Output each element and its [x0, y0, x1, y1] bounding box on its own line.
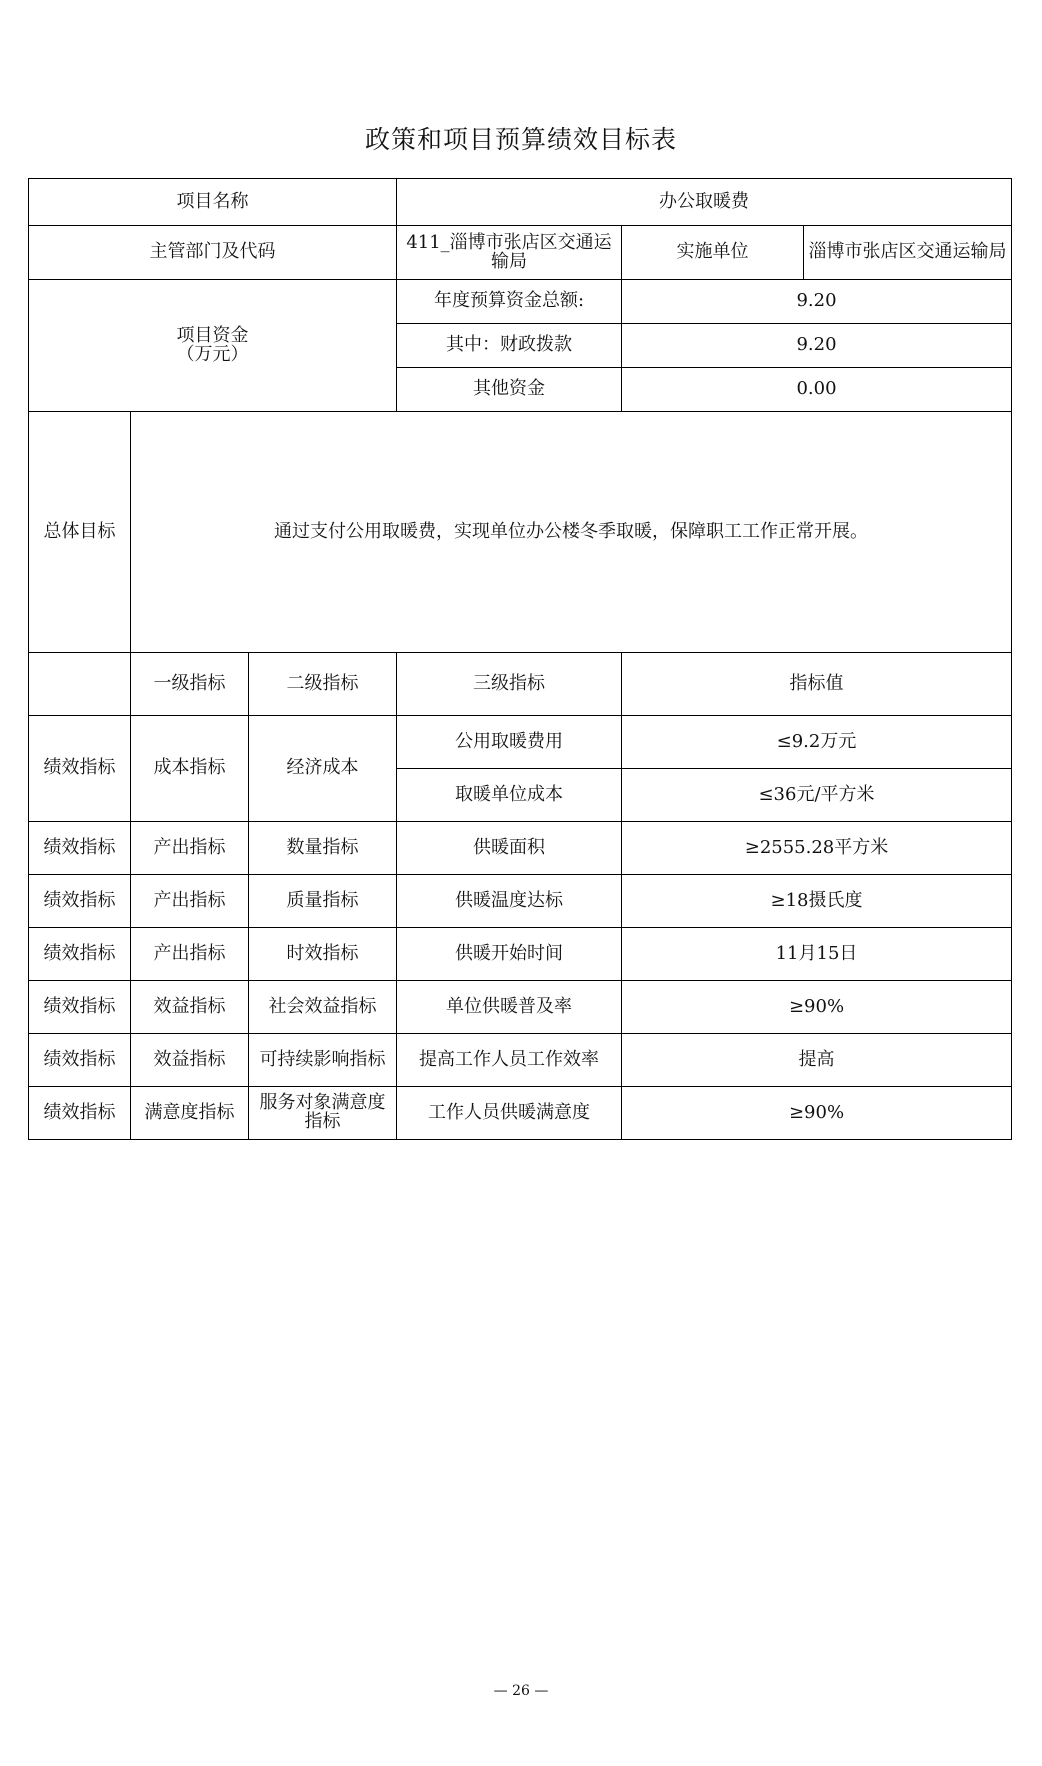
indicator-value: 11月15日	[622, 928, 1012, 981]
indicator-header-blank	[29, 653, 131, 716]
page-title: 政策和项目预算绩效目标表	[364, 125, 677, 154]
header-level1: 一级指标	[131, 653, 249, 716]
indicator-level3: 提高工作人员工作效率	[397, 1034, 622, 1087]
indicator-category: 绩效指标	[29, 928, 131, 981]
table-row	[29, 716, 1012, 769]
implementing-unit-value: 淄博市张店区交通运输局	[804, 226, 1012, 280]
indicator-level1: 成本指标	[131, 716, 249, 822]
indicator-level3: 单位供暖普及率	[397, 981, 622, 1034]
table-row	[29, 928, 1012, 981]
page-number: — 26 —	[493, 1683, 549, 1699]
header-value: 指标值	[622, 653, 1012, 716]
indicator-category: 绩效指标	[29, 1034, 131, 1087]
fiscal-allocation-value: 9.20	[622, 324, 1012, 368]
department-value: 411_淄博市张店区交通运输局	[397, 226, 622, 280]
indicator-level1: 效益指标	[131, 1034, 249, 1087]
indicator-level2: 可持续影响指标	[249, 1034, 397, 1087]
indicator-value: ≥90%	[622, 981, 1012, 1034]
indicator-level2: 社会效益指标	[249, 981, 397, 1034]
indicator-level1: 效益指标	[131, 981, 249, 1034]
indicator-category: 绩效指标	[29, 822, 131, 875]
implementing-unit-label: 实施单位	[622, 226, 804, 280]
indicator-category: 绩效指标	[29, 1087, 131, 1140]
indicator-level3: 供暖开始时间	[397, 928, 622, 981]
other-funds-value: 0.00	[622, 368, 1012, 412]
overall-goal-row	[29, 412, 1012, 653]
annual-total-label: 年度预算资金总额:	[397, 280, 622, 324]
indicator-value: ≤36元/平方米	[622, 769, 1012, 822]
indicator-category: 绩效指标	[29, 875, 131, 928]
indicator-value: ≤9.2万元	[622, 716, 1012, 769]
table-row	[29, 1034, 1012, 1087]
table-row	[29, 981, 1012, 1034]
indicator-level2: 服务对象满意度指标	[249, 1087, 397, 1140]
indicator-level3: 取暖单位成本	[397, 769, 622, 822]
indicator-level3: 公用取暖费用	[397, 716, 622, 769]
indicator-category: 绩效指标	[29, 716, 131, 822]
indicator-value: ≥18摄氏度	[622, 875, 1012, 928]
indicator-level2: 时效指标	[249, 928, 397, 981]
indicator-value: 提高	[622, 1034, 1012, 1087]
annual-total-value: 9.20	[622, 280, 1012, 324]
overall-goal-label: 总体目标	[29, 412, 131, 653]
department-row	[29, 226, 1012, 280]
header-level3: 三级指标	[397, 653, 622, 716]
indicator-level1: 产出指标	[131, 822, 249, 875]
indicator-level2: 数量指标	[249, 822, 397, 875]
indicator-header-row	[29, 653, 1012, 716]
project-name-row	[29, 179, 1012, 226]
performance-target-table	[28, 178, 1012, 1140]
table-row	[29, 822, 1012, 875]
table-row	[29, 1087, 1012, 1140]
other-funds-label: 其他资金	[397, 368, 622, 412]
indicator-level3: 供暖面积	[397, 822, 622, 875]
project-funds-label-line1: 项目资金	[176, 324, 249, 346]
indicator-category: 绩效指标	[29, 981, 131, 1034]
project-funds-label-line2: （万元）	[176, 343, 249, 365]
indicator-level2: 质量指标	[249, 875, 397, 928]
indicator-level3: 工作人员供暖满意度	[397, 1087, 622, 1140]
project-name-label: 项目名称	[29, 179, 397, 226]
indicator-level3: 供暖温度达标	[397, 875, 622, 928]
project-funds-label	[29, 280, 397, 412]
annual-budget-row	[29, 280, 1012, 324]
indicator-level1: 产出指标	[131, 875, 249, 928]
indicator-value: ≥2555.28平方米	[622, 822, 1012, 875]
indicator-level2: 经济成本	[249, 716, 397, 822]
overall-goal-text: 通过支付公用取暖费，实现单位办公楼冬季取暖，保障职工工作正常开展。	[131, 412, 1012, 653]
header-level2: 二级指标	[249, 653, 397, 716]
fiscal-allocation-label: 其中：财政拨款	[397, 324, 622, 368]
indicator-value: ≥90%	[622, 1087, 1012, 1140]
indicator-level1: 满意度指标	[131, 1087, 249, 1140]
table-row	[29, 875, 1012, 928]
department-label: 主管部门及代码	[29, 226, 397, 280]
project-name-value: 办公取暖费	[397, 179, 1012, 226]
indicator-level1: 产出指标	[131, 928, 249, 981]
